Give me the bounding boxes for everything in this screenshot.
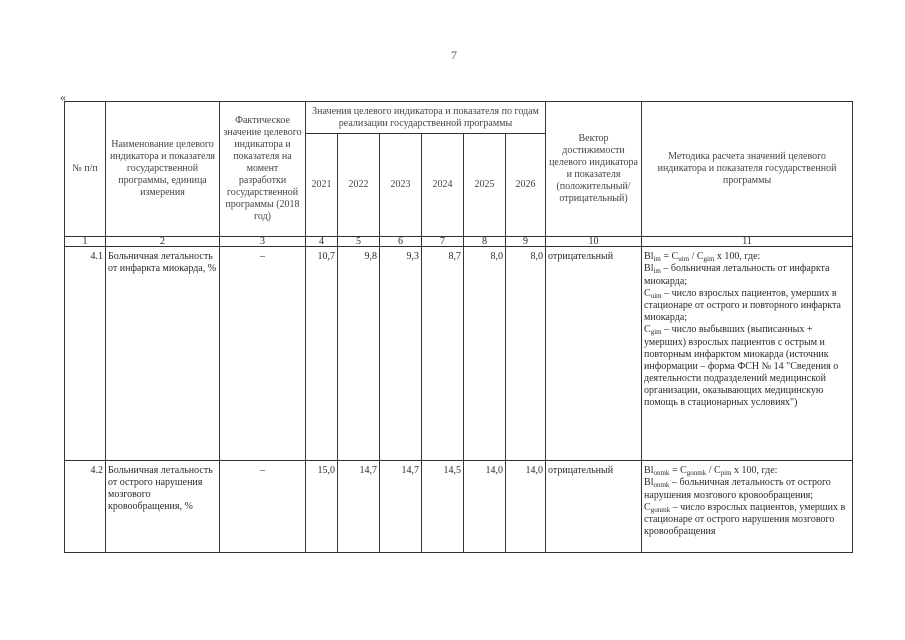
year-value: 15,0	[306, 461, 338, 553]
year-value: 14,7	[380, 461, 422, 553]
column-number: 11	[642, 237, 853, 247]
indicator-name: Больничная летальность от инфаркта миокарда, %	[106, 247, 220, 461]
vector-value: отрицательный	[546, 461, 642, 553]
column-number: 10	[546, 237, 642, 247]
year-value: 14,5	[422, 461, 464, 553]
table-row	[65, 247, 853, 461]
header-year: 2025	[464, 134, 506, 237]
year-value: 14,0	[464, 461, 506, 553]
indicator-name: Больничная летальность от острого нарушения мозгового кровообращения, %	[106, 461, 220, 553]
header-year: 2021	[306, 134, 338, 237]
header-year: 2026	[506, 134, 546, 237]
year-value: 8,0	[464, 247, 506, 461]
definition-line: $C_{uim}$ – число взрослых пациентов, умерших в стационаре от острого и повторного инфаркта миокарда;	[644, 287, 841, 324]
year-value: 10,7	[306, 247, 338, 461]
header-actual: Фактическое значение целевого индикатора и показателя на момент разработки государственной программы (2018 год)	[220, 102, 306, 237]
method-text	[642, 461, 853, 553]
method-text	[642, 247, 853, 461]
column-number: 2	[106, 237, 220, 247]
year-value: 9,3	[380, 247, 422, 461]
header-year: 2023	[380, 134, 422, 237]
definition-line: $Bl_{onmk}$ – больничная летальность от острого нарушения мозгового кровообращения;	[644, 477, 831, 501]
year-value: 14,0	[506, 461, 546, 553]
actual-value: –	[220, 461, 306, 553]
header-method: Методика расчета значений целевого индикатора и показателя государственной программы	[642, 102, 853, 237]
column-number: 6	[380, 237, 422, 247]
column-number: 3	[220, 237, 306, 247]
header-num: № п/п	[65, 102, 106, 237]
header-name: Наименование целевого индикатора и показателя государственной программы, единица измерения	[106, 102, 220, 237]
indicator-table	[64, 101, 853, 553]
row-num: 4.1	[65, 247, 106, 461]
formula-line: $Bl_{im} = C_{uim} / C_{gim}$ x 100, где:	[644, 251, 761, 263]
definition-line: $C_{gonmk}$ – число взрослых пациентов, умерших в стационаре от острого нарушения мозгового кровообращения	[644, 501, 846, 538]
column-number: 8	[464, 237, 506, 247]
opening-quote: «	[60, 90, 66, 104]
header-vector: Вектор достижимости целевого индикатора и показателя (положительный/ отрицательный)	[546, 102, 642, 237]
year-value: 8,0	[506, 247, 546, 461]
table-row	[65, 461, 853, 553]
definition-line: $C_{gim}$ – число выбывших (выписанных + умерших) взрослых пациентов с острым и повторным инфарктом миокарда (источник информации – форма ФСН № 14 "Сведения о деятельности подразделений медицинской организации, оказывающих медицинскую помощь в стационарных условиях")	[644, 324, 839, 408]
column-number: 7	[422, 237, 464, 247]
row-num: 4.2	[65, 461, 106, 553]
header-year: 2024	[422, 134, 464, 237]
formula-line: $Bl_{onmk} = C_{gonmk} / C_{pim}$ x 100, где:	[644, 465, 778, 477]
header-year: 2022	[338, 134, 380, 237]
header-years-group: Значения целевого индикатора и показателя по годам реализации государственной программы	[306, 102, 546, 134]
definition-line: $Bl_{im}$ – больничная летальность от инфаркта миокарда;	[644, 263, 830, 287]
column-number: 5	[338, 237, 380, 247]
page-number: 7	[451, 48, 457, 62]
column-number: 1	[65, 237, 106, 247]
actual-value: –	[220, 247, 306, 461]
column-number: 9	[506, 237, 546, 247]
year-value: 8,7	[422, 247, 464, 461]
column-number: 4	[306, 237, 338, 247]
year-value: 14,7	[338, 461, 380, 553]
year-value: 9,8	[338, 247, 380, 461]
vector-value: отрицательный	[546, 247, 642, 461]
column-number-row	[65, 237, 853, 247]
